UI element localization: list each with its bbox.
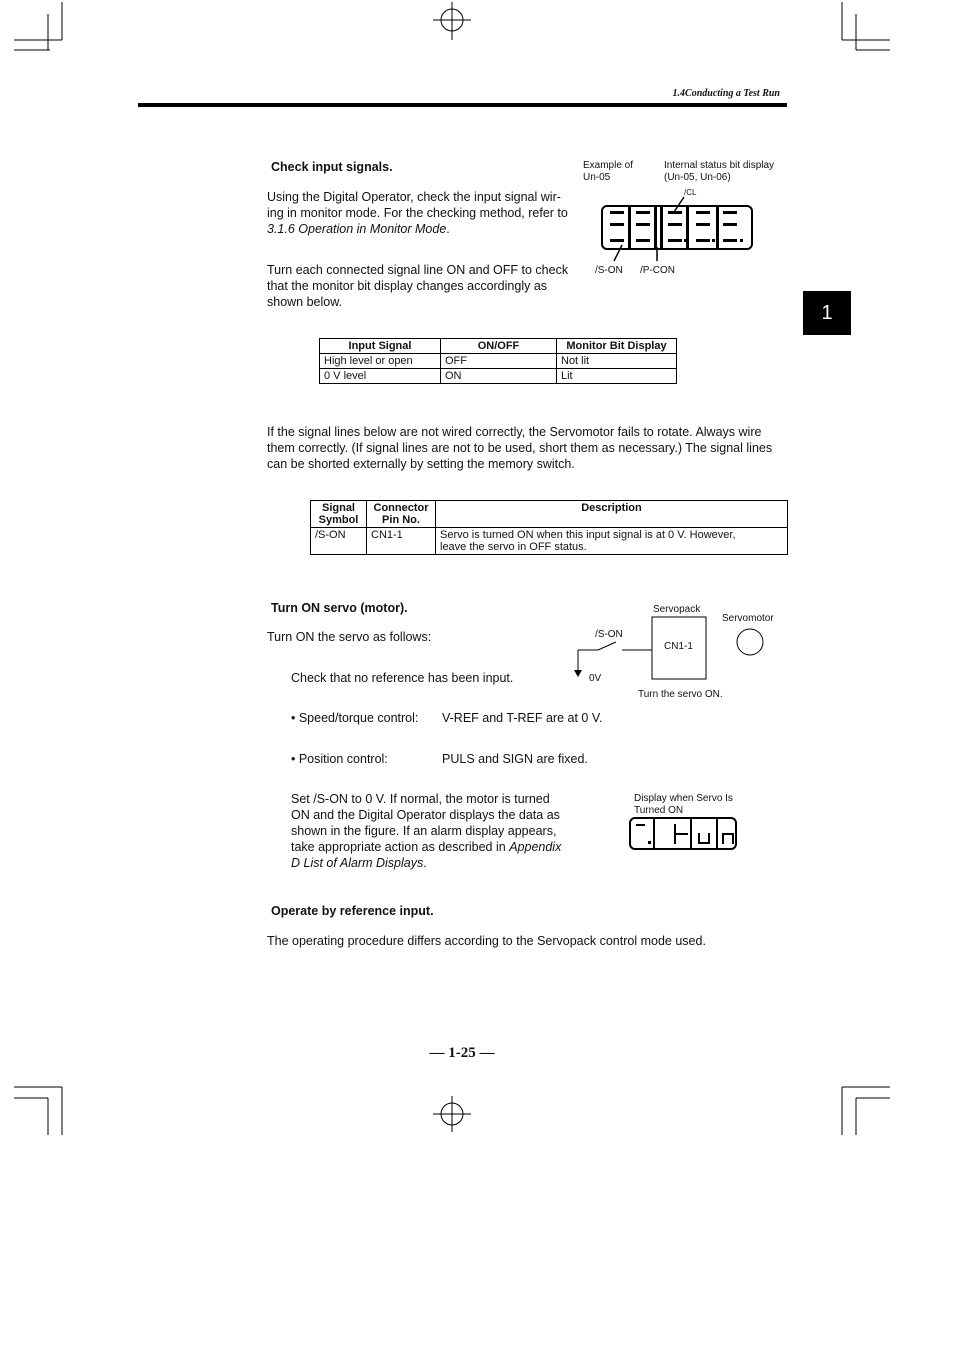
table1-cell: High level or open	[320, 354, 441, 369]
example-label: Example of Un-05	[583, 160, 634, 183]
check-paragraph-2: Turn each connected signal line ON and OFF to check that the monitor bit display changes accordingly as shown below.	[267, 263, 569, 309]
table2-header-description: Description	[436, 501, 788, 528]
son-label-1: /S-ON	[595, 265, 623, 276]
input-signal-table	[319, 338, 677, 384]
internal-status-label: Internal status bit display (Un-05, Un-06)	[664, 160, 775, 183]
table-row	[320, 354, 677, 369]
table1-cell: ON	[441, 369, 557, 384]
operate-text: The operating procedure differs according to the Servopack control mode used.	[267, 934, 706, 948]
bullet-position-label: • Position control:	[291, 752, 388, 766]
run-display	[628, 816, 740, 852]
pcon-label: /P-CON	[640, 265, 675, 276]
bullet-position-value: PULS and SIGN are fixed.	[442, 752, 588, 766]
running-header: 1.4Conducting a Test Run	[672, 88, 780, 99]
table1-header: Input Signal	[320, 339, 441, 354]
servopack-label: Servopack	[653, 604, 701, 615]
page-number: — 1-25 —	[429, 1045, 495, 1061]
servo-step-1: Check that no reference has been input.	[291, 671, 514, 685]
wiring-note: If the signal lines below are not wired correctly, the Servomotor fails to rotate. Always wire them correctly. (If signal lines are not to be used, short them as necessary.) The signal lines can be shorted externally by setting the memory switch.	[267, 425, 773, 471]
heading-operate: Operate by reference input.	[271, 904, 434, 918]
cn-label: CN1-1	[664, 641, 693, 652]
servo-step-2: Set /S-ON to 0 V. If normal, the motor is turned ON and the Digital Operator displays the data as shown in the figure. If an alarm display appears, take appropriate action as described in Appendix D List of Alarm Displays.	[291, 792, 562, 870]
table2-symbol: /S-ON	[311, 528, 367, 555]
cl-label: /CL	[684, 188, 697, 197]
table-row	[311, 528, 788, 555]
table1-cell: OFF	[441, 354, 557, 369]
table2-header-symbol: Signal Symbol	[311, 501, 367, 528]
status-bit-display	[596, 195, 761, 265]
table1-header: ON/OFF	[441, 339, 557, 354]
servo-on-caption: Turn the servo ON.	[638, 689, 723, 700]
check-paragraph-1: Using the Digital Operator, check the input signal wir- ing in monitor mode. For the checking method, refer to 3.1.6 Operation in Monitor Mode.	[267, 190, 568, 236]
heading-turn-on-servo: Turn ON servo (motor).	[271, 601, 408, 615]
header-rule	[138, 103, 787, 107]
table1-cell: Not lit	[557, 354, 677, 369]
table1-cell: Lit	[557, 369, 677, 384]
son-label-2: /S-ON	[595, 629, 623, 640]
table1-header: Monitor Bit Display	[557, 339, 677, 354]
chapter-tab: 1	[803, 291, 851, 335]
bullet-speed-value: V-REF and T-REF are at 0 V.	[442, 711, 603, 725]
table2-description: Servo is turned ON when this input signal is at 0 V. However, leave the servo in OFF status.	[436, 528, 788, 555]
bullet-speed-label: • Speed/torque control:	[291, 711, 419, 725]
table2-pin: CN1-1	[367, 528, 436, 555]
table1-cell: 0 V level	[320, 369, 441, 384]
signal-table	[310, 500, 788, 555]
heading-check-input: Check input signals.	[271, 160, 393, 174]
table-row	[320, 369, 677, 384]
table2-header-pin: Connector Pin No.	[367, 501, 436, 528]
servo-intro: Turn ON the servo as follows:	[267, 630, 432, 644]
zero-v-label: 0V	[589, 673, 602, 684]
servomotor-label: Servomotor	[722, 613, 774, 624]
run-display-label: Display when Servo Is Turned ON	[634, 793, 733, 816]
